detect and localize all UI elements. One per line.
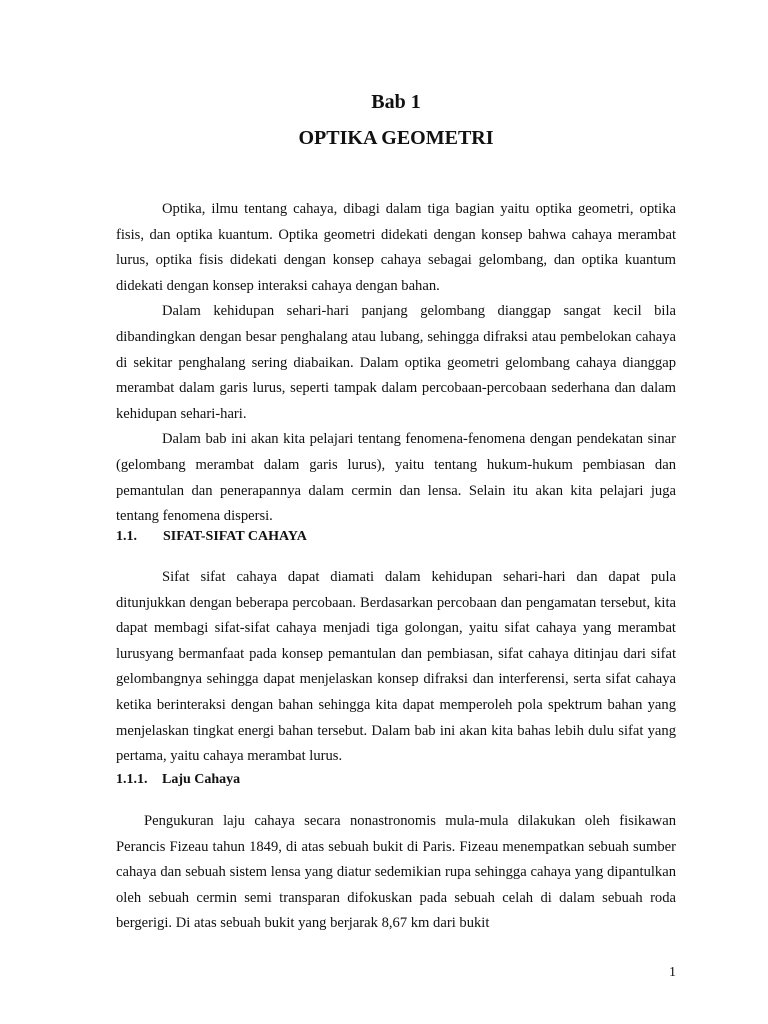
intro-paragraph-3: Dalam bab ini akan kita pelajari tentang fenomena-fenomena dengan pendekatan sinar (gelombang merambat dalam garis lurus), yaitu tentang hukum-hukum pembiasan dan pemantulan dan penerapannya dalam cermin dan lensa. Selain itu akan kita pelajari juga tentang fenomena dispersi. <box>116 431 676 525</box>
section-heading-1-1-1 <box>116 771 240 789</box>
subsection-title: Laju Cahaya <box>162 772 241 787</box>
intro-paragraph-1: Optika, ilmu tentang cahaya, dibagi dalam tiga bagian yaitu optika geometri, optika fisis, dan optika kuantum. Optika geometri didekati dengan konsep bahwa cahaya merambat lurus, optika fisis didekati dengan konsep cahaya sebagai gelombang, dan optika kuantum didekati dengan konsep interaksi cahaya dengan bahan. <box>116 201 676 294</box>
section-1-1-paragraph: Sifat sifat cahaya dapat diamati dalam kehidupan sehari-hari dan dapat pula ditunjukkan dengan beberapa percobaan. Berdasarkan percobaan dan pengamatan tersebut, kita dapat membagi sifat-sifat cahaya menjadi tiga golongan, yaitu sifat cahaya yang merambat lurusyang bermanfaat pada konsep pemantulan dan pembiasan, sifat cahaya ditinjau dari sifat gelombangnya sehingga dapat menjelaskan konsep difraksi dan interferensi, serta sifat cahaya ketika berinteraksi dengan bahan sehingga kita dapat memperoleh pola spektrum bahan yang menjelaskan tingkat energi bahan tersebut. Dalam bab ini akan kita bahas lebih dulu sifat yang pertama, yaitu cahaya merambat lurus. <box>116 569 676 765</box>
section-1-1-text <box>116 565 676 770</box>
intro-text <box>116 197 676 530</box>
chapter-title: OPTIKA GEOMETRI <box>298 127 494 149</box>
subsection-number: 1.1.1. <box>116 772 148 787</box>
section-title: SIFAT-SIFAT CAHAYA <box>163 529 307 544</box>
section-number: 1.1. <box>116 529 137 544</box>
section-heading-1-1 <box>116 528 307 546</box>
chapter-number: Bab 1 <box>371 91 421 113</box>
page-number: 1 <box>669 965 676 980</box>
intro-paragraph-2: Dalam kehidupan sehari-hari panjang gelombang dianggap sangat kecil bila dibandingkan dengan besar penghalang atau lubang, sehingga difraksi atau pembelokan cahaya di sekitar penghalang sering diabaikan. Dalam optika geometri gelombang cahaya dianggap merambat dalam garis lurus, seperti tampak dalam percobaan-percobaan sederhana dan dalam kehidupan sehari-hari. <box>116 303 676 422</box>
section-1-1-1-text <box>116 809 676 937</box>
section-1-1-1-paragraph: Pengukuran laju cahaya secara nonastronomis mula-mula dilakukan oleh fisikawan Perancis Fizeau tahun 1849, di atas sebuah bukit di Paris. Fizeau menempatkan sebuah sumber cahaya dan sebuah sistem lensa yang diatur sedemikian rupa sehingga cahaya yang dipantulkan oleh sebuah cermin semi transparan difokuskan pada sebuah celah di dalam sebuah roda bergerigi. Di atas sebuah bukit yang berjarak 8,67 km dari bukit <box>116 813 676 932</box>
